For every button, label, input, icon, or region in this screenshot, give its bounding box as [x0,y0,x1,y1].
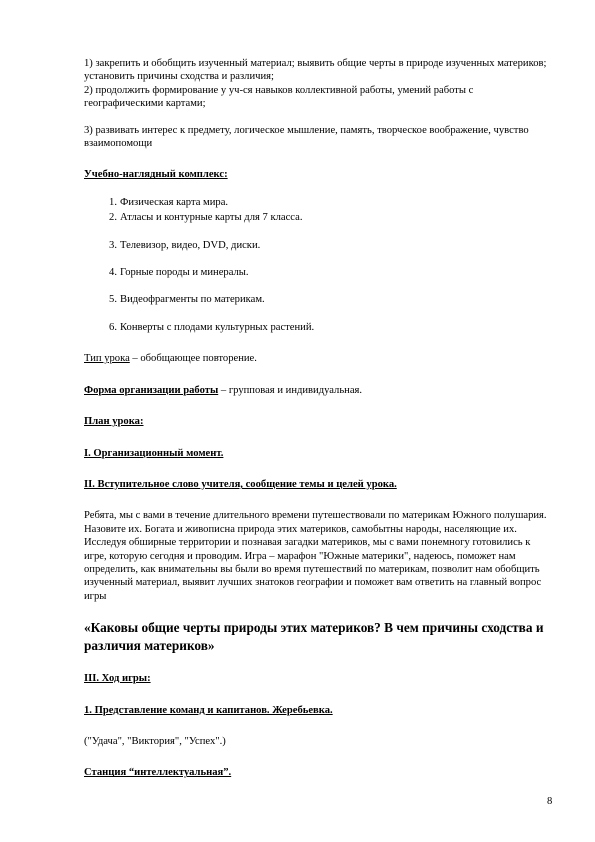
list-item-text: Атласы и контурные карты для 7 класса. [120,212,303,224]
lesson-type [84,352,554,365]
lesson-type-label: Тип урока [84,353,130,365]
list-item-text: Физическая карта мира. [120,196,229,208]
list-item-number: 6. [109,321,117,333]
work-form [84,384,554,397]
list-item-text: Телевизор, видео, DVD, диски. [120,239,261,251]
list-item-text: Горные породы и минералы. [120,267,249,279]
list-item-text: Конверты с плодами культурных растений. [120,321,315,333]
section-3-heading: III. Ход игры: [84,673,151,685]
work-form-value: – групповая и индивидуальная. [218,384,363,396]
complex-list [84,196,554,334]
main-question: «Каковы общие черты природы этих материков? В чем причины сходства и различия материков» [84,620,544,653]
list-item-number: 3. [109,239,117,251]
step-1-heading: 1. Представление команд и капитанов. Жеребьевка. [84,704,333,716]
goal-2: 2) продолжить формирование у уч-ся навыков коллективной работы, умений работы с географическими картами; [84,84,474,110]
station-heading: Станция “интеллектуальная”. [84,767,232,779]
section-2-heading: II. Вступительное слово учителя, сообщение темы и целей урока. [84,478,397,490]
lesson-type-value: – обобщающее повторение. [129,353,257,365]
section-1-heading: I. Организационный момент. [84,447,224,459]
work-form-label: Форма организации работы [84,384,219,396]
list-item [109,293,554,306]
goal-1: 1) закрепить и обобщить изученный материал; выявить общие черты в природе изученных материков; установить причины сходства и различия; [84,58,547,83]
list-item-number: 1. [109,196,117,208]
plan-heading: План урока: [84,416,144,428]
list-item [109,321,554,334]
teams-list: ("Удача", "Виктория", "Успех".) [84,735,226,747]
list-item-number: 5. [109,294,117,306]
document-page [84,57,554,780]
list-item-number: 4. [109,267,117,279]
list-item [109,239,554,252]
page-number: 8 [547,796,553,807]
goal-3: 3) развивать интерес к предмету, логическое мышление, память, творческое воображение, чувство взаимопомощи [84,124,529,150]
list-item-number: 2. [109,212,117,224]
complex-heading: Учебно-наглядный комплекс: [84,169,228,181]
list-item-text: Видеофрагменты по материкам. [120,294,265,306]
list-item [109,266,554,279]
list-item [109,196,554,209]
intro-paragraph: Ребята, мы с вами в течение длительного времени путешествовали по материкам Южного полушария. Назовите их. Богата и живописна природа этих материков, самобытны народы, населяющие их. Исследуя обширные территории и познавая загадки материков, мы с вами понемногу готовились к игре, которую сегодня и проводим. Игра – марафон "Южные материки", надеюсь, поможет нам определить, как внимательны вы были во время путешествий по материкам, позволит нам обобщить изученный материал, выявит лучших знатоков географии и поможет вам ответить на главный вопрос игры [84,510,547,602]
list-item [109,211,554,224]
